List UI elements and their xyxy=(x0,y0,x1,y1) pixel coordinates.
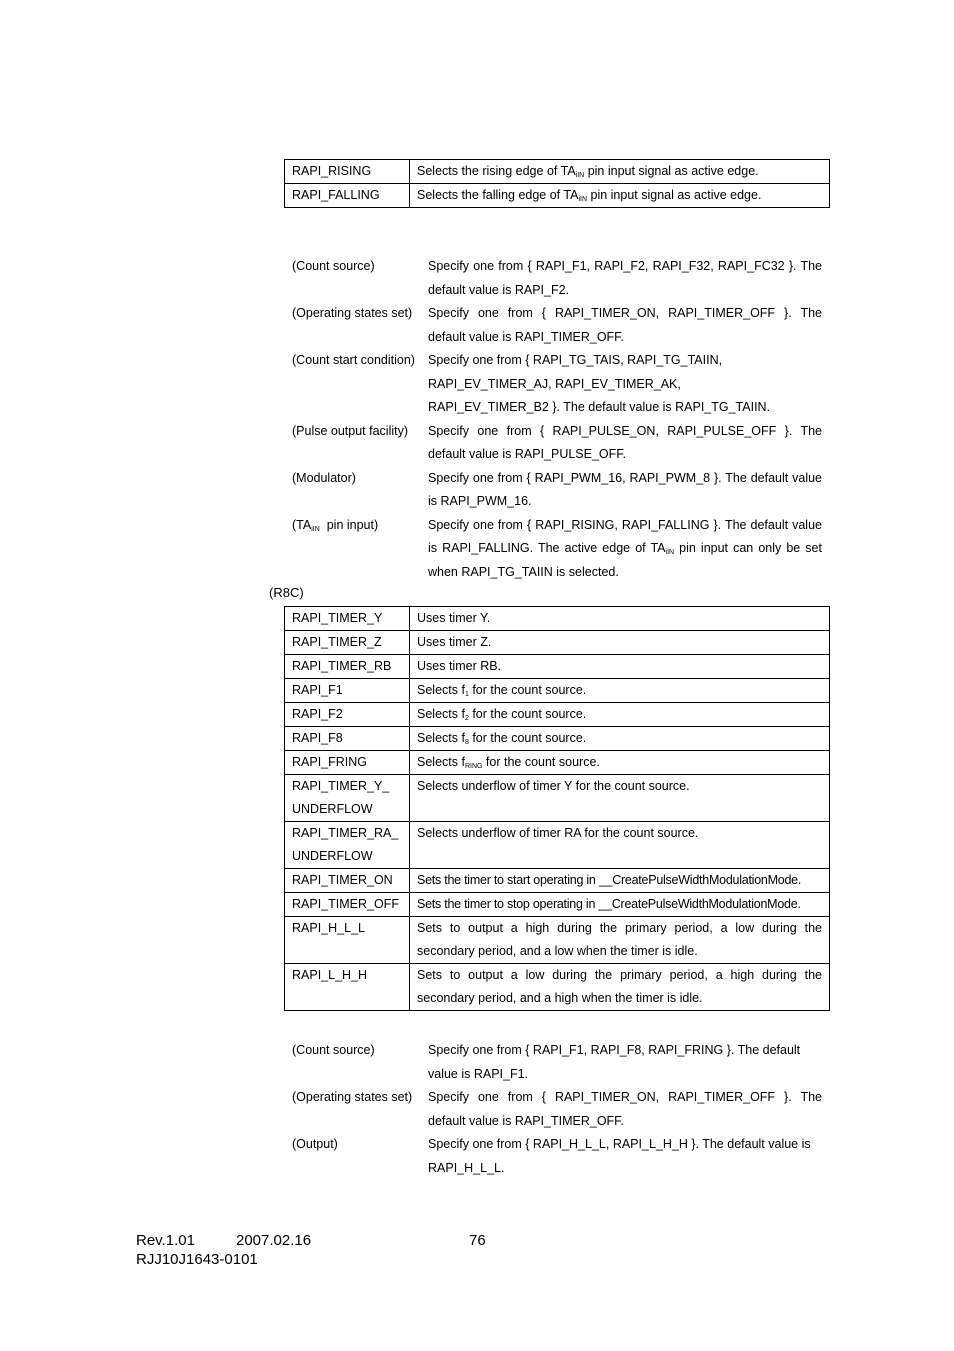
revision-number: Rev.1.01 xyxy=(136,1232,195,1249)
table-row xyxy=(285,964,830,1011)
section-label: (R8C) xyxy=(269,585,304,600)
table-row xyxy=(285,703,830,727)
constant-name: RAPI_F8 xyxy=(285,727,410,751)
constant-name: RAPI_FALLING xyxy=(285,184,410,208)
constant-name: RAPI_H_L_L xyxy=(285,917,410,964)
parameter-description: Specify one from { RAPI_TG_TAIS, RAPI_TG_TAIIN, RAPI_EV_TIMER_AJ, RAPI_EV_TIMER_AK, RAPI_EV_TIMER_B2 }. The default value is RAPI_TG_TAIIN. xyxy=(428,353,771,414)
revision-date: 2007.02.16 xyxy=(236,1232,312,1249)
constant-description: Selects the falling edge of $TA_{iIN}$ pin input signal as active edge. xyxy=(410,184,830,208)
parameter-description: Specify one from { RAPI_PWM_16, RAPI_PWM_8 }. The default value is RAPI_PWM_16. xyxy=(428,470,822,508)
constant-description: Selects underflow of timer Y for the count source. xyxy=(410,775,830,822)
constant-description: Selects $f_1$ for the count source. xyxy=(410,679,830,703)
table-row xyxy=(285,607,830,631)
parameter-label: ($TA_{iIN}$ pin input) xyxy=(292,517,379,533)
constant-description: Selects $f_2$ for the count source. xyxy=(410,703,830,727)
parameter-label: (Count source) xyxy=(292,1043,375,1057)
constant-name: RAPI_TIMER_ON xyxy=(285,869,410,893)
constant-name: RAPI_TIMER_OFF xyxy=(285,893,410,917)
list-item xyxy=(292,1133,822,1180)
constant-name: RAPI_TIMER_RA_ UNDERFLOW xyxy=(285,822,410,869)
table-row xyxy=(285,869,830,893)
parameter-description: Specify one from { RAPI_PULSE_ON, RAPI_PULSE_OFF }. The default value is RAPI_PULSE_OFF. xyxy=(428,423,822,461)
constant-description: Sets to output a low during the primary period, a high during the secondary period, and a high when the timer is idle. xyxy=(410,964,830,1011)
constant-description: Selects the rising edge of $TA_{iIN}$ pin input signal as active edge. xyxy=(410,160,830,184)
table-row xyxy=(285,727,830,751)
constant-description: Uses timer Z. xyxy=(410,631,830,655)
constant-description: Uses timer RB. xyxy=(410,655,830,679)
list-item xyxy=(292,420,822,467)
parameter-label: (Modulator) xyxy=(292,470,356,485)
page-number: 76 xyxy=(469,1232,486,1249)
constant-name: RAPI_RISING xyxy=(285,160,410,184)
table-row xyxy=(285,631,830,655)
table-row xyxy=(285,917,830,964)
list-item xyxy=(292,349,822,420)
parameter-label: (Pulse output facility) xyxy=(292,423,409,438)
parameter-list-2 xyxy=(292,1039,822,1180)
parameter-description: Specify one from { RAPI_F1, RAPI_F8, RAPI_FRING }. The default value is RAPI_F1. xyxy=(428,1043,801,1081)
constant-description: Sets to output a high during the primary period, a low during the secondary period, and a low when the timer is idle. xyxy=(410,917,830,964)
constant-name: RAPI_TIMER_Z xyxy=(285,631,410,655)
document-id: RJJ10J1643-0101 xyxy=(136,1251,258,1268)
parameter-label: (Operating states set) xyxy=(292,1090,413,1104)
r8c-constants-table xyxy=(284,606,830,1011)
table-row xyxy=(285,160,830,184)
list-item xyxy=(292,467,822,514)
parameter-description: Specify one from { RAPI_RISING, RAPI_FALLING }. The default value is RAPI_FALLING. The active edge of $TA_{iIN}$ pin input can only be set when RAPI_TG_TAIIN is selected. xyxy=(428,517,822,579)
list-item xyxy=(292,255,822,302)
table-row xyxy=(285,184,830,208)
constant-name: RAPI_TIMER_RB xyxy=(285,655,410,679)
constant-description: Selects $f_{RING}$ for the count source. xyxy=(410,751,830,775)
parameter-label: (Count start condition) xyxy=(292,353,415,367)
constant-name: RAPI_TIMER_Y_ UNDERFLOW xyxy=(285,775,410,822)
constant-name: RAPI_F2 xyxy=(285,703,410,727)
list-item xyxy=(292,1039,822,1086)
parameter-description: Specify one from { RAPI_H_L_L, RAPI_L_H_H }. The default value is RAPI_H_L_L. xyxy=(428,1137,811,1175)
constant-description: Selects underflow of timer RA for the count source. xyxy=(410,822,830,869)
constant-description: Uses timer Y. xyxy=(410,607,830,631)
parameter-list-1 xyxy=(292,255,822,584)
constant-name: RAPI_TIMER_Y xyxy=(285,607,410,631)
table-row xyxy=(285,822,830,869)
parameter-description: Specify one from { RAPI_TIMER_ON, RAPI_TIMER_OFF }. The default value is RAPI_TIMER_OFF. xyxy=(428,1090,822,1128)
list-item xyxy=(292,514,822,585)
constant-name: RAPI_F1 xyxy=(285,679,410,703)
table-row xyxy=(285,751,830,775)
parameter-description: Specify one from { RAPI_F1, RAPI_F2, RAPI_F32, RAPI_FC32 }. The default value is RAPI_F2. xyxy=(428,259,822,297)
constant-description: Sets the timer to stop operating in __CreatePulseWidthModulationMode. xyxy=(410,893,830,917)
parameter-label: (Operating states set) xyxy=(292,306,413,320)
constant-description: Selects $f_8$ for the count source. xyxy=(410,727,830,751)
table-row xyxy=(285,655,830,679)
edge-constants-table xyxy=(284,159,830,208)
constant-description: Sets the timer to start operating in __CreatePulseWidthModulationMode. xyxy=(410,869,830,893)
parameter-description: Specify one from { RAPI_TIMER_ON, RAPI_TIMER_OFF }. The default value is RAPI_TIMER_OFF. xyxy=(428,306,822,344)
table-row xyxy=(285,679,830,703)
parameter-label: (Output) xyxy=(292,1137,338,1151)
constant-name: RAPI_L_H_H xyxy=(285,964,410,1011)
parameter-label: (Count source) xyxy=(292,259,375,273)
list-item xyxy=(292,302,822,349)
constant-name: RAPI_FRING xyxy=(285,751,410,775)
table-row xyxy=(285,893,830,917)
table-row xyxy=(285,775,830,822)
list-item xyxy=(292,1086,822,1133)
